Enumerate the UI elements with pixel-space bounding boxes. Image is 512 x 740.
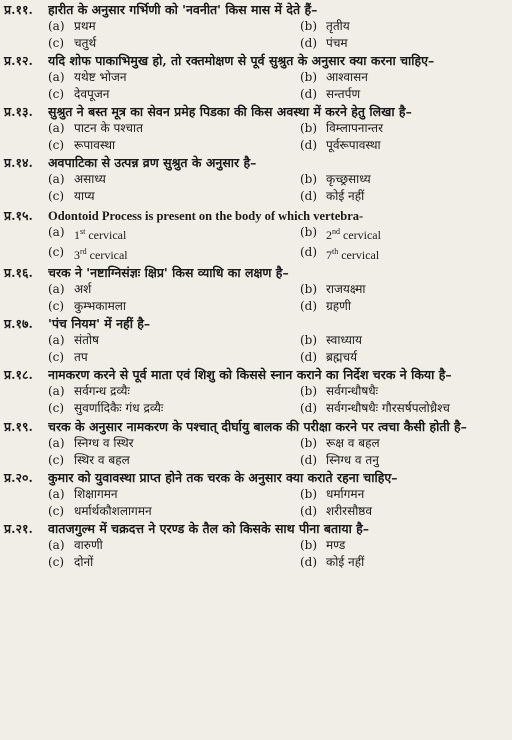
option-label: (d): [300, 554, 318, 569]
option-item: [48, 332, 300, 349]
question-header: [4, 265, 506, 281]
option-label: (b): [300, 70, 318, 84]
option-text: मण्ड: [326, 538, 346, 552]
option-label: (c): [48, 349, 65, 364]
option-item: [48, 18, 300, 35]
question-text: अवपाटिका से उत्पन्न व्रण सुश्रुत के अनुसार है–: [48, 155, 257, 170]
question-header: [4, 53, 506, 69]
question-text: नामकरण करने से पूर्व माता एवं शिशु को किससे स्नान कराने का निर्देश चरक ने किया है–: [48, 367, 452, 382]
option-label: (c): [48, 188, 65, 203]
option-label: (c): [48, 86, 65, 101]
option-item: [48, 281, 300, 298]
option-item: [48, 86, 300, 103]
option-item: [48, 171, 300, 188]
option-item: [48, 400, 300, 417]
options-grid: [4, 18, 506, 51]
option-item: [48, 537, 300, 554]
option-text: पंचम: [326, 35, 348, 50]
question-number: प्र.११.: [4, 2, 33, 17]
option-label: (c): [48, 503, 65, 518]
option-text: 7th cervical: [326, 246, 380, 262]
question-block: [4, 521, 506, 570]
option-text: कुम्भकामला: [74, 298, 126, 313]
option-label: (a): [48, 172, 65, 186]
option-item: [300, 383, 506, 400]
option-label: (a): [48, 121, 65, 135]
option-label: (a): [48, 384, 65, 398]
question-block: [4, 2, 506, 51]
option-item: [300, 298, 506, 315]
option-label: (b): [300, 384, 318, 398]
option-text: कोई नहीं: [326, 188, 365, 203]
question-block: [4, 265, 506, 314]
question-number: प्र.१३.: [4, 104, 33, 119]
ordinal-suffix: th: [332, 246, 339, 256]
option-item: [300, 35, 506, 52]
options-grid: [4, 281, 506, 314]
option-item: [300, 171, 506, 188]
question-number: प्र.१६.: [4, 265, 33, 280]
question-block: [4, 104, 506, 153]
option-item: [300, 554, 506, 571]
option-item: [48, 452, 300, 469]
option-item: [300, 452, 506, 469]
option-text: स्थिर व बहल: [74, 452, 130, 467]
option-text: वारुणी: [74, 538, 103, 552]
question-header: [4, 419, 506, 435]
option-label: (b): [300, 282, 318, 296]
option-text: सर्वगन्धौषधैः: [326, 384, 379, 398]
question-text: चरक ने 'नष्टाग्निसंज्ञः क्षिप्र' किस व्याधि का लक्षण है–: [48, 265, 289, 280]
option-item: [300, 503, 506, 520]
option-text: संतोष: [74, 333, 99, 347]
option-item: [300, 281, 506, 298]
option-text: स्निग्ध व स्थिर: [74, 436, 134, 450]
option-item: [48, 435, 300, 452]
option-label: (b): [300, 121, 318, 135]
option-text: कोई नहीं: [326, 554, 365, 569]
option-item: [300, 137, 506, 154]
option-text: असाध्य: [74, 172, 106, 186]
question-number: प्र.१२.: [4, 53, 33, 68]
option-label: (d): [300, 244, 318, 259]
option-text: शिक्षागमन: [74, 487, 118, 501]
option-item: [300, 18, 506, 35]
option-item: [48, 69, 300, 86]
option-text: शरीरसौष्ठव: [326, 503, 373, 518]
option-text: सर्वगन्धौषधैः गौरसर्षपलोध्रैश्च: [326, 400, 450, 415]
question-text: हारीत के अनुसार गर्भिणी को 'नवनीत' किस मास में देते हैं–: [48, 2, 318, 17]
option-text: रूक्ष व बहल: [326, 436, 380, 450]
option-item: [300, 224, 506, 244]
question-block: [4, 155, 506, 204]
options-grid: [4, 224, 506, 263]
option-text: राजयक्ष्मा: [326, 282, 366, 296]
question-text: कुमार को युवावस्था प्राप्त होने तक चरक के अनुसार क्या कराते रहना चाहिए–: [48, 470, 398, 485]
options-grid: [4, 537, 506, 570]
option-item: [48, 137, 300, 154]
option-item: [300, 69, 506, 86]
option-text: कृच्छ्रसाध्य: [326, 172, 371, 186]
ordinal-suffix: st: [80, 227, 86, 236]
option-item: [48, 486, 300, 503]
option-label: (d): [300, 400, 318, 415]
option-text: देवपूजन: [74, 86, 110, 101]
ordinal-suffix: nd: [332, 227, 340, 236]
option-label: (a): [48, 282, 65, 296]
options-grid: [4, 383, 506, 416]
option-item: [300, 486, 506, 503]
options-grid: [4, 486, 506, 519]
option-item: [48, 383, 300, 400]
option-label: (a): [48, 538, 65, 552]
option-text: 2nd cervical: [326, 227, 381, 242]
option-text: 1st cervical: [74, 227, 127, 242]
question-text: चरक के अनुसार नामकरण के पश्चात् दीर्घायु बालक की परीक्षा करने पर त्वचा कैसी होती है–: [48, 419, 467, 434]
option-text: विम्लापनान्तर: [326, 121, 384, 135]
options-grid: [4, 120, 506, 153]
option-label: (b): [300, 436, 318, 450]
option-item: [48, 224, 300, 244]
question-block: [4, 208, 506, 263]
option-item: [300, 400, 506, 417]
question-text: Odontoid Process is present on the body of which vertebra-: [48, 209, 364, 223]
option-text: पूर्वरूपावस्था: [326, 137, 381, 152]
option-item: [48, 298, 300, 315]
option-item: [48, 349, 300, 366]
option-label: (b): [300, 19, 318, 33]
options-grid: [4, 332, 506, 365]
question-block: [4, 316, 506, 365]
question-number: प्र.१७.: [4, 316, 33, 331]
option-text: तृतीय: [326, 19, 350, 33]
option-text: अर्श: [74, 282, 92, 296]
question-number: प्र.२१.: [4, 521, 33, 536]
option-text: स्वाध्याय: [326, 333, 362, 347]
option-text: आश्वासन: [326, 70, 368, 84]
option-text: ब्रह्मचर्य: [326, 349, 358, 364]
question-block: [4, 53, 506, 102]
option-label: (c): [48, 452, 65, 467]
ordinal-suffix: rd: [80, 246, 87, 256]
option-label: (c): [48, 554, 65, 569]
option-label: (d): [300, 452, 318, 467]
question-header: [4, 316, 506, 332]
option-text: यथेष्ट भोजन: [74, 70, 127, 84]
option-item: [300, 244, 506, 264]
question-text: वातजगुल्म में चक्रदत्त ने एरण्ड के तैल को किसके साथ पीना बताया है–: [48, 521, 370, 536]
question-text: यदि शोफ पाकाभिमुख हो, तो रक्तमोक्षण से पूर्व सुश्रुत के अनुसार क्या करना चाहिए–: [48, 53, 435, 68]
option-label: (b): [300, 333, 318, 347]
option-item: [300, 332, 506, 349]
question-number: प्र.१४.: [4, 155, 33, 170]
option-label: (d): [300, 35, 318, 50]
option-label: (a): [48, 19, 65, 33]
option-text: पाटन के पश्चात: [74, 121, 143, 135]
option-item: [48, 244, 300, 264]
option-text: सर्वगन्ध द्रव्यैः: [74, 384, 130, 398]
option-label: (c): [48, 35, 65, 50]
question-block: [4, 470, 506, 519]
option-label: (d): [300, 86, 318, 101]
option-label: (d): [300, 188, 318, 203]
option-item: [300, 86, 506, 103]
question-header: [4, 521, 506, 537]
options-grid: [4, 69, 506, 102]
option-label: (a): [48, 436, 65, 450]
option-text: स्निग्ध व तनु: [326, 452, 379, 467]
option-label: (c): [48, 400, 65, 415]
option-item: [300, 188, 506, 205]
option-text: सुवर्णादिकैः गंध द्रव्यैः: [74, 400, 164, 415]
question-header: [4, 470, 506, 486]
option-item: [48, 120, 300, 137]
option-item: [300, 349, 506, 366]
option-label: (b): [300, 538, 318, 552]
question-header: [4, 208, 506, 224]
option-item: [300, 120, 506, 137]
option-item: [48, 35, 300, 52]
option-label: (b): [300, 487, 318, 501]
option-label: (a): [48, 225, 65, 239]
option-text: याप्य: [74, 188, 95, 203]
options-grid: [4, 171, 506, 204]
option-label: (c): [48, 298, 65, 313]
option-item: [48, 503, 300, 520]
option-text: धर्मागमन: [326, 487, 365, 501]
option-label: (d): [300, 298, 318, 313]
question-header: [4, 155, 506, 171]
option-text: सन्तर्पण: [326, 86, 361, 101]
option-label: (c): [48, 137, 65, 152]
option-item: [48, 188, 300, 205]
option-text: 3rd cervical: [74, 246, 128, 262]
question-number: प्र.१९.: [4, 419, 33, 434]
option-label: (d): [300, 349, 318, 364]
option-item: [300, 435, 506, 452]
option-label: (d): [300, 137, 318, 152]
option-label: (b): [300, 225, 318, 239]
option-text: रूपावस्था: [74, 137, 116, 152]
question-block: [4, 419, 506, 468]
option-text: चतुर्थ: [74, 35, 97, 50]
option-item: [300, 537, 506, 554]
option-text: दोनों: [74, 554, 94, 569]
question-text: सुश्रुत ने बस्त मूत्र का सेवन प्रमेह पिडका की किस अवस्था में करने हेतु लिखा है–: [48, 104, 412, 119]
option-label: (b): [300, 172, 318, 186]
question-number: प्र.१८.: [4, 367, 33, 382]
question-number: प्र.१५.: [4, 208, 33, 223]
question-text: 'पंच नियम' में नहीं है–: [48, 316, 151, 331]
option-text: तप: [74, 349, 88, 364]
question-header: [4, 367, 506, 383]
option-label: (c): [48, 244, 65, 259]
question-block: [4, 367, 506, 416]
option-label: (d): [300, 503, 318, 518]
option-item: [48, 554, 300, 571]
question-header: [4, 2, 506, 18]
question-number: प्र.२०.: [4, 470, 33, 485]
options-grid: [4, 435, 506, 468]
option-text: ग्रहणी: [326, 298, 351, 313]
option-label: (a): [48, 487, 65, 501]
question-header: [4, 104, 506, 120]
option-text: धर्मार्थकौशलागमन: [74, 503, 152, 518]
option-text: प्रथम: [74, 19, 96, 33]
option-label: (a): [48, 333, 65, 347]
option-label: (a): [48, 70, 65, 84]
